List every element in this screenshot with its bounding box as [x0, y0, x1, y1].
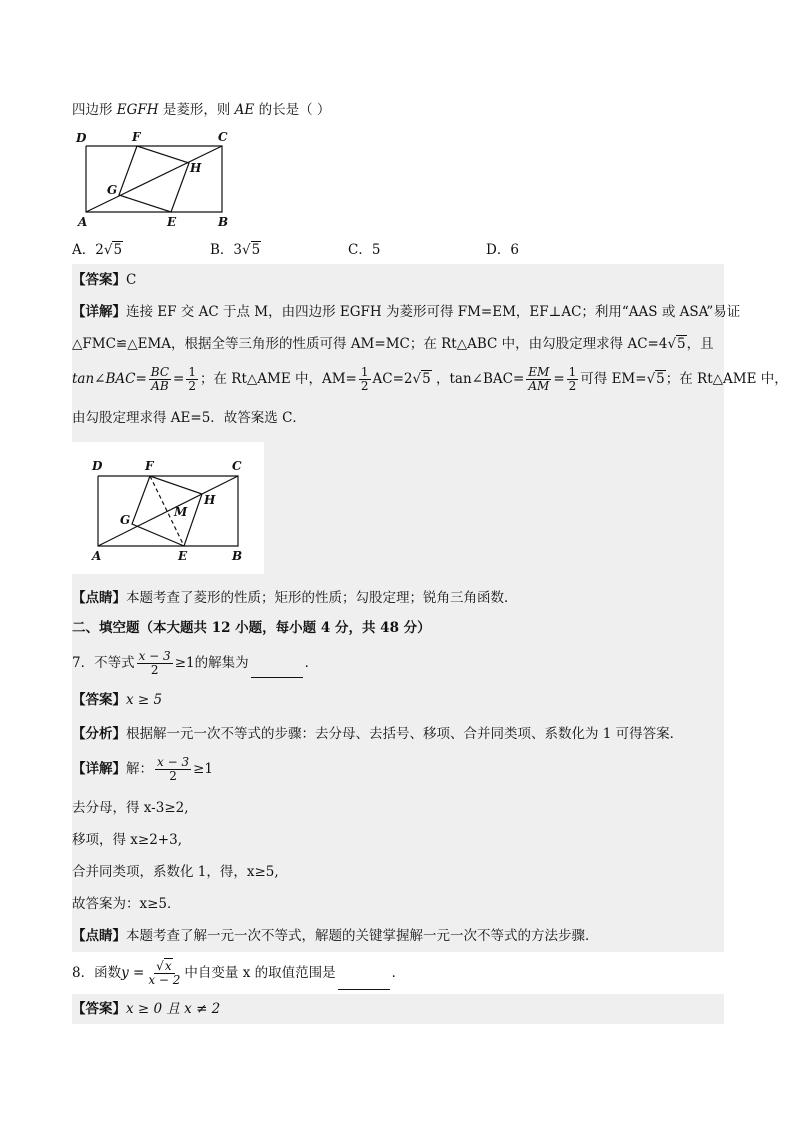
section-title: 二、填空题（本大题共 12 小题，每小题 4 分，共 48 分） [72, 620, 431, 636]
label-F: F [132, 130, 141, 144]
choice-c: C．5 [348, 242, 381, 258]
q8-answer: 【答案】x ≥ 0 且 x ≠ 2 [72, 1001, 221, 1017]
label-A: A [78, 215, 88, 229]
label-H: H [190, 161, 202, 175]
label2-D: D [92, 459, 103, 473]
label-G: G [107, 183, 118, 197]
q8-answer-blank[interactable] [338, 975, 390, 990]
label-D: D [76, 131, 87, 145]
q6-detail-line4: 由勾股定理求得 AE=5．故答案选 C． [72, 410, 306, 426]
label-E: E [167, 215, 177, 229]
label2-A: A [92, 549, 102, 563]
solution-figure [72, 442, 264, 574]
q6-stem: 四边形 EGFH 是菱形，则 AE 的长是（ ） [72, 102, 331, 118]
q7-answer-blank[interactable] [251, 663, 303, 678]
choice-d: D．6 [486, 242, 519, 258]
q6-detail-line2: △FMC≌△EMA，根据全等三角形的性质可得 AM=MC；在 Rt△ABC 中，由勾股定理求得 AC=4√5，且 [72, 336, 714, 352]
label2-H: H [204, 493, 216, 507]
label2-C: C [232, 459, 242, 473]
choice-a: A．2√5 [72, 242, 123, 258]
q6-answer: 【答案】C [72, 272, 137, 288]
rectangle-rhombus-figure [72, 126, 242, 234]
label2-E: E [178, 549, 188, 563]
q7-step-2: 移项，得 x≥2+3, [72, 832, 182, 848]
label2-F: F [145, 459, 154, 473]
label-C: C [218, 130, 228, 144]
q6-detail-line1: 【详解】连接 EF 交 AC 于点 M，由四边形 EGFH 为菱形可得 FM=EM，EF⊥AC；利用“AAS 或 ASA”易证 [72, 304, 741, 320]
q7-stem: 7．不等式 $\frac{x - 3}{2}$ ≥1的解集为 ． [72, 649, 319, 677]
label-B: B [218, 215, 229, 229]
q7-step-1: 去分母，得 x-3≥2, [72, 800, 189, 816]
q6-detail-line3: tan∠BAC= $\frac{BC}{AB}$ = $\frac{1}{2}$ ；在 Rt△AME 中，AM= $\frac{1}{2}$ AC=2√5 ，tan∠BAC= $\frac{EM}{AM}$ = $\frac{1}{2}$ 可得 EM=√5；在 Rt△AME 中， [72, 365, 788, 393]
q6-comment: 【点睛】本题考查了菱形的性质；矩形的性质；勾股定理；锐角三角函数． [72, 590, 518, 606]
q7-detail: 【详解】解： $\frac{x - 3}{2}$ ≥1 [72, 755, 213, 783]
label2-B: B [232, 549, 243, 563]
label2-M: M [174, 505, 188, 519]
label2-G: G [120, 513, 131, 527]
choice-b: B．3√5 [210, 242, 261, 258]
q7-comment: 【点睛】本题考查了解一元一次不等式，解题的关键掌握解一元一次不等式的方法步骤． [72, 928, 599, 944]
q7-analysis: 【分析】根据解一元一次不等式的步骤：去分母、去括号、移项、合并同类项、系数化为 1 可得答案． [72, 726, 684, 742]
q7-step-4: 故答案为：x≥5． [72, 896, 181, 912]
q7-answer: 【答案】x ≥ 5 [72, 692, 163, 708]
q7-step-3: 合并同类项，系数化 1，得，x≥5, [72, 864, 279, 880]
q8-stem: 8．函数y = $\frac{√x}{x - 2}$ 中自变量 x 的取值范围是 ． [72, 956, 405, 990]
